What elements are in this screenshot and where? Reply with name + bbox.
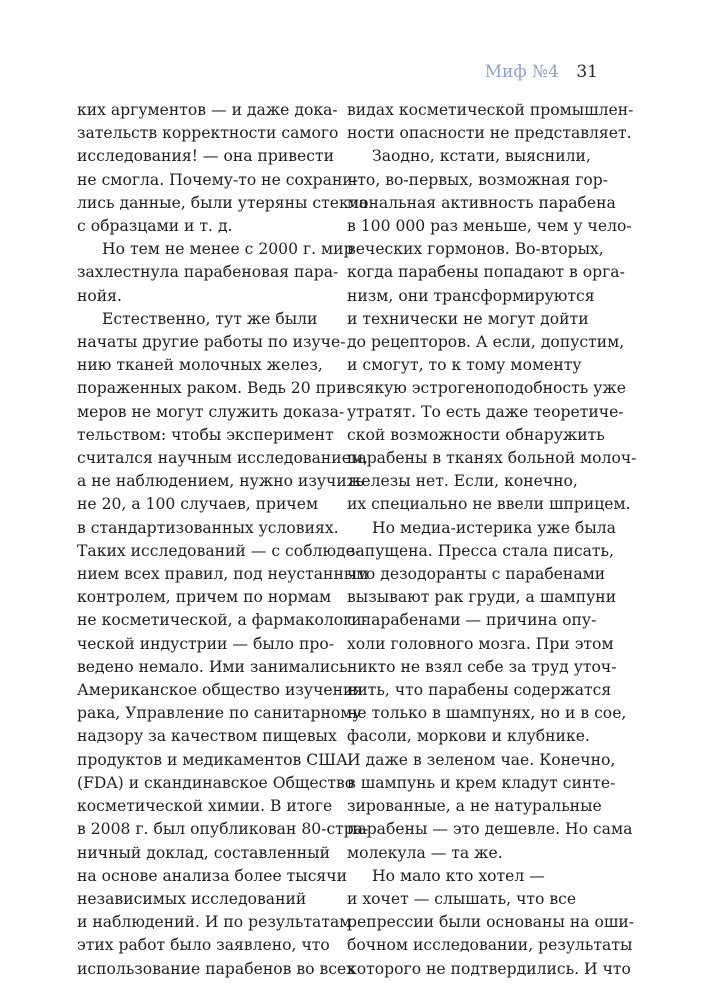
text-line: видах косметической промышлен- [347,101,634,119]
text-line: железы нет. Если, конечно, [347,472,578,491]
text-line: не только в шампунях, но и в сое, [347,704,627,723]
text-line: когда парабены попадают в орга- [347,263,625,282]
text-line: никто не взял себе за труд уточ- [347,657,617,676]
text-line: на основе анализа более тысячи [77,866,347,885]
text-line: в стандартизованных условиях. [77,518,339,537]
text-line: до рецепторов. А если, допустим, [347,333,625,352]
text-line: косметической химии. В итоге [77,797,333,816]
text-line: в 100 000 раз меньше, чем у чело- [347,217,632,236]
text-line: Но мало кто хотел — [372,866,545,885]
text-line: пораженных раком. Ведь 20 при- [77,379,352,398]
text-line: использование парабенов во всех [77,959,356,978]
text-line: меров не могут служить доказа- [77,402,345,421]
text-line: запущена. Пресса стала писать, [347,541,614,560]
text-line: и наблюдений. И по результатам [77,913,352,932]
text-line: парабены в тканях больной молоч- [347,449,637,468]
text-line: с образцами и т. д. [77,217,233,236]
text-line: нить, что парабены содержатся [347,681,612,700]
text-line: ничный доклад, составленный [77,843,330,862]
text-line: независимых исследований [77,889,307,908]
text-line: считался научным исследованием, [77,449,369,468]
text-line: бочном исследовании, результаты [347,936,633,955]
text-line: которого не подтвердились. И что [347,959,631,978]
text-line: лись данные, были утеряны стекла [77,193,368,212]
text-line: нойя. [77,286,122,305]
text-line: (FDA) и скандинавское Общество [77,773,355,792]
text-line: и технически не могут дойти [347,309,589,328]
text-line: ведено немало. Ими занимались [77,657,348,676]
text-line: всякую эстрогеноподобность уже [347,379,626,398]
text-line: надзору за качеством пищевых [77,727,337,746]
left-text-column [77,99,369,981]
text-line: и хочет — слышать, что все [347,889,577,908]
text-line: в 2008 г. был опубликован 80-стра- [77,820,369,839]
text-line: мональная активность парабена [347,193,616,212]
text-line: продуктов и медикаментов США [77,750,348,769]
text-line: контролем, причем по нормам [77,588,332,607]
text-line: их специально не ввели шприцем. [347,495,631,514]
text-line: ческой индустрии — было про- [77,634,335,653]
text-line: нием всех правил, под неустанным [77,565,369,584]
text-line: Но тем не менее с 2000 г. мир [102,240,354,259]
text-line: ности опасности не представляет. [347,124,632,143]
text-line: Естественно, тут же были [102,309,318,328]
text-line: репрессии были основаны на оши- [347,913,635,932]
text-line: нию тканей молочных желез, [77,356,323,375]
section-title: Миф №4 [484,62,559,82]
text-line: фасоли, моркови и клубнике. [347,727,590,746]
text-line: не 20, а 100 случаев, причем [77,495,319,514]
text-line: вызывают рак груди, а шампуни [347,588,617,607]
text-line: что, во-первых, возможная гор- [347,170,609,189]
text-line: холи головного мозга. При этом [347,634,614,653]
text-line: и смогут, то к тому моменту [347,356,582,375]
text-line: Но медиа-истерика уже была [372,518,616,537]
text-line: ской возможности обнаружить [347,425,605,444]
text-line: а не наблюдением, нужно изучить [77,472,364,491]
text-line: с парабенами — причина опу- [347,611,597,630]
text-line: захлестнула парабеновая пара- [77,263,339,282]
text-line: исследования! — она привести [77,147,335,166]
text-line: утратят. То есть даже теоретиче- [347,402,624,421]
text-line: в шампунь и крем кладут синте- [347,773,616,792]
text-line: тельством: чтобы эксперимент [77,425,334,444]
text-line: Американское общество изучения [77,681,364,700]
text-line: И даже в зеленом чае. Конечно, [347,750,616,769]
text-line: зательств корректности самого [77,124,339,143]
right-text-column [347,99,637,981]
text-line: рака, Управление по санитарному [77,704,362,723]
text-line: Заодно, кстати, выяснили, [372,147,591,166]
running-head [485,60,598,84]
text-line: молекула — та же. [347,843,503,862]
page-number: 31 [576,62,598,82]
text-line: низм, они трансформируются [347,286,595,305]
text-line: парабены — это дешевле. Но сама [347,820,633,839]
text-line: веческих гормонов. Во-вторых, [347,240,604,259]
text-line: Таких исследований — с соблюде- [77,541,361,560]
text-line: не косметической, а фармакологи- [77,611,367,630]
text-line: начаты другие работы по изуче- [77,333,346,352]
text-line: ких аргументов — и даже дока- [77,101,338,119]
text-line: не смогла. Почему-то не сохрани- [77,170,359,189]
text-line: зированные, а не натуральные [347,797,602,816]
text-line: что дезодоранты с парабенами [347,565,606,584]
text-line: этих работ было заявлено, что [77,936,330,955]
